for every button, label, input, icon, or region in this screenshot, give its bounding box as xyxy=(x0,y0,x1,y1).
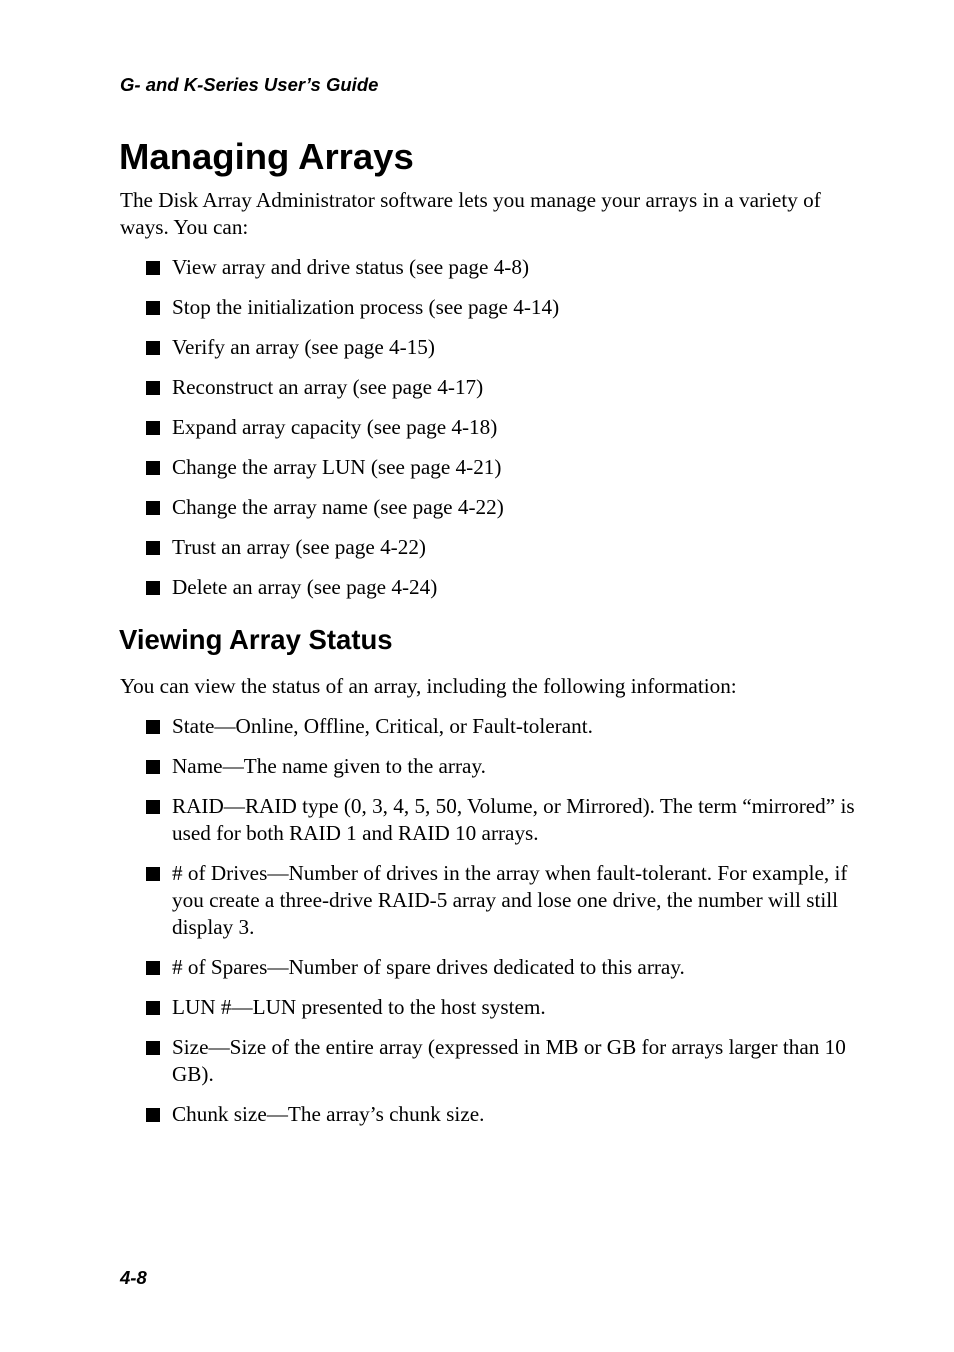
list-item-text: State—Online, Offline, Critical, or Fault-tolerant. xyxy=(172,714,593,738)
square-bullet-icon xyxy=(146,867,160,881)
section-title-managing-arrays: Managing Arrays xyxy=(119,136,414,177)
list-item xyxy=(145,860,875,941)
square-bullet-icon xyxy=(146,501,160,515)
section-title-viewing-array-status: Viewing Array Status xyxy=(119,624,393,655)
list-item-text: Size—Size of the entire array (expressed in MB or GB for arrays larger than 10 GB). xyxy=(172,1035,846,1086)
square-bullet-icon xyxy=(146,341,160,355)
managing-arrays-intro: The Disk Array Administrator software lets you manage your arrays in a variety of ways. You can: xyxy=(120,188,821,239)
square-bullet-icon xyxy=(146,581,160,595)
square-bullet-icon xyxy=(146,381,160,395)
square-bullet-icon xyxy=(146,541,160,555)
list-item xyxy=(145,414,875,441)
list-item xyxy=(145,494,875,521)
list-item-text: Chunk size—The array’s chunk size. xyxy=(172,1102,485,1126)
running-header: G- and K-Series User’s Guide xyxy=(120,74,379,95)
list-item-text: Change the array LUN (see page 4-21) xyxy=(172,455,502,479)
list-item xyxy=(145,1034,875,1088)
list-item xyxy=(145,334,875,361)
list-item xyxy=(145,713,875,740)
list-item-text: Stop the initialization process (see page 4-14) xyxy=(172,295,560,319)
list-item-text: Trust an array (see page 4-22) xyxy=(172,535,426,559)
list-item xyxy=(145,793,875,847)
list-item xyxy=(145,294,875,321)
list-item xyxy=(145,574,875,601)
square-bullet-icon xyxy=(146,1108,160,1122)
list-item-text: Name—The name given to the array. xyxy=(172,754,486,778)
managing-arrays-list xyxy=(145,254,875,614)
viewing-array-status-intro: You can view the status of an array, including the following information: xyxy=(120,674,737,698)
list-item-text: Expand array capacity (see page 4-18) xyxy=(172,415,498,439)
list-item xyxy=(145,254,875,281)
square-bullet-icon xyxy=(146,720,160,734)
list-item xyxy=(145,954,875,981)
list-item xyxy=(145,753,875,780)
page-number: 4-8 xyxy=(120,1267,147,1288)
list-item-text: View array and drive status (see page 4-8) xyxy=(172,255,530,279)
list-item-text: RAID—RAID type (0, 3, 4, 5, 50, Volume, or Mirrored). The term “mirrored” is used for both RAID 1 and RAID 10 arrays. xyxy=(172,794,855,845)
list-item-text: Reconstruct an array (see page 4-17) xyxy=(172,375,484,399)
list-item-text: LUN #—LUN presented to the host system. xyxy=(172,995,546,1019)
list-item-text: Verify an array (see page 4-15) xyxy=(172,335,435,359)
list-item xyxy=(145,1101,875,1128)
square-bullet-icon xyxy=(146,1041,160,1055)
list-item-text: Change the array name (see page 4-22) xyxy=(172,495,504,519)
square-bullet-icon xyxy=(146,1001,160,1015)
square-bullet-icon xyxy=(146,961,160,975)
square-bullet-icon xyxy=(146,261,160,275)
square-bullet-icon xyxy=(146,301,160,315)
square-bullet-icon xyxy=(146,461,160,475)
list-item xyxy=(145,994,875,1021)
list-item xyxy=(145,534,875,561)
list-item xyxy=(145,454,875,481)
list-item-text: # of Spares—Number of spare drives dedicated to this array. xyxy=(172,955,685,979)
list-item-text: Delete an array (see page 4-24) xyxy=(172,575,438,599)
square-bullet-icon xyxy=(146,421,160,435)
viewing-array-status-list xyxy=(145,713,875,1141)
square-bullet-icon xyxy=(146,800,160,814)
list-item xyxy=(145,374,875,401)
list-item-text: # of Drives—Number of drives in the array when fault-tolerant. For example, if you create a three-drive RAID-5 array and lose one drive, the number will still display 3. xyxy=(172,861,848,939)
square-bullet-icon xyxy=(146,760,160,774)
